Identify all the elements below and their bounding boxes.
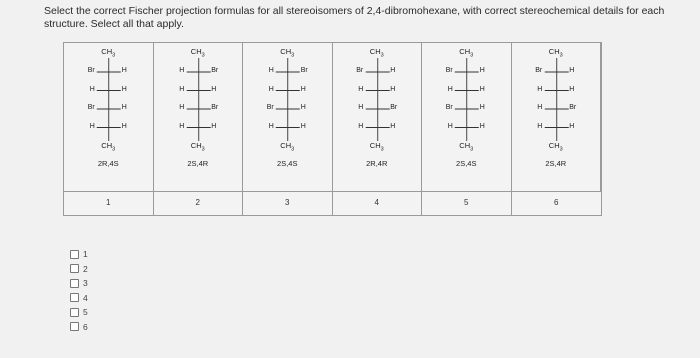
structure-cell-6	[512, 43, 602, 191]
question-text: Select the correct Fischer projection formulas for all stereoisomers of 2,4-dibromohexane, with correct stereochemical details for each structure. Select all that apply.	[44, 5, 665, 30]
substituent-right: H	[121, 122, 127, 130]
checkbox[interactable]	[70, 293, 79, 302]
substituent-left: H	[179, 85, 185, 93]
checkbox[interactable]	[70, 279, 79, 288]
fischer-bottom-group: $CH_3$	[190, 141, 205, 153]
structure-number-2: 2	[154, 191, 244, 215]
structure-number-1: 1	[64, 191, 154, 215]
structure-number-4: 4	[333, 191, 423, 215]
substituent-left: H	[268, 67, 274, 74]
configuration-label: 2S,4R	[187, 159, 209, 168]
substituent-right: H	[300, 122, 306, 130]
option-4[interactable]	[70, 291, 88, 306]
substituent-left: Br	[445, 67, 453, 74]
option-6[interactable]	[70, 320, 88, 335]
checkbox[interactable]	[70, 264, 79, 273]
substituent-left: Br	[87, 104, 95, 111]
substituent-right: H	[569, 85, 575, 93]
structure-number-5: 5	[422, 191, 512, 215]
structure-cell-4	[333, 43, 423, 191]
substituent-left: H	[537, 122, 543, 130]
fischer-lines	[512, 43, 602, 191]
substituent-left: H	[89, 85, 95, 93]
substituent-right: Br	[390, 104, 398, 111]
substituent-right: H	[479, 104, 485, 111]
substituent-left: Br	[87, 67, 95, 74]
substituent-left: H	[447, 85, 453, 93]
substituent-right: Br	[211, 104, 219, 111]
structure-cell-2	[154, 43, 244, 191]
substituent-right: H	[569, 122, 575, 130]
option-label: 4	[83, 292, 88, 303]
substituent-right: H	[121, 67, 127, 74]
substituent-left: H	[447, 122, 453, 130]
structure-cell-5	[422, 43, 512, 191]
substituent-right: H	[211, 122, 217, 130]
substituent-left: Br	[535, 67, 543, 74]
option-label: 6	[83, 321, 88, 332]
substituent-right: H	[390, 67, 396, 74]
checkbox[interactable]	[70, 322, 79, 331]
substituent-right: H	[300, 85, 306, 93]
substituent-left: H	[179, 67, 185, 74]
substituent-right: H	[121, 104, 127, 111]
structures-table	[63, 42, 602, 216]
fischer-bottom-group: $CH_3$	[548, 141, 563, 153]
substituent-left: H	[89, 122, 95, 130]
option-label: 1	[83, 249, 88, 260]
fischer-bottom-group: $CH_3$	[459, 141, 474, 153]
fischer-top-group: $CH_3$	[190, 47, 205, 59]
substituent-left: Br	[266, 104, 274, 111]
option-3[interactable]	[70, 276, 88, 291]
checkbox[interactable]	[70, 250, 79, 259]
fischer-bottom-group: $CH_3$	[101, 141, 116, 153]
substituent-right: H	[479, 85, 485, 93]
fischer-projection	[154, 43, 243, 191]
fischer-lines	[333, 43, 423, 191]
fischer-lines	[422, 43, 512, 191]
substituent-left: Br	[445, 104, 453, 111]
fischer-projection	[64, 43, 153, 191]
substituent-right: Br	[300, 67, 308, 74]
option-5[interactable]	[70, 305, 88, 320]
substituent-left: H	[358, 122, 364, 130]
structure-cell-3	[243, 43, 333, 191]
substituent-right: Br	[569, 104, 577, 111]
checkbox[interactable]	[70, 308, 79, 317]
fischer-top-group: $CH_3$	[548, 47, 563, 59]
substituent-right: Br	[211, 67, 219, 74]
structure-cell-1	[64, 43, 154, 191]
substituent-left: H	[268, 122, 274, 130]
fischer-lines	[154, 43, 244, 191]
fischer-top-group: $CH_3$	[101, 47, 116, 59]
fischer-bottom-group: $CH_3$	[280, 141, 295, 153]
substituent-right: H	[121, 85, 127, 93]
substituent-left: Br	[356, 67, 364, 74]
option-label: 3	[83, 278, 88, 289]
substituent-right: H	[479, 122, 485, 130]
fischer-projection	[512, 43, 601, 191]
option-label: 5	[83, 307, 88, 318]
configuration-label: 2R,4R	[366, 159, 388, 168]
fischer-bottom-group: $CH_3$	[369, 141, 384, 153]
substituent-right: H	[300, 104, 306, 111]
option-1[interactable]	[70, 247, 88, 262]
substituent-right: H	[211, 85, 217, 93]
structure-number-3: 3	[243, 191, 333, 215]
fischer-projection	[243, 43, 332, 191]
substituent-right: H	[390, 85, 396, 93]
fischer-projection	[422, 43, 511, 191]
fischer-lines	[64, 43, 154, 191]
substituent-right: H	[479, 67, 485, 74]
fischer-top-group: $CH_3$	[280, 47, 295, 59]
structure-number-6: 6	[512, 191, 602, 215]
configuration-label: 2R,4S	[97, 159, 119, 168]
option-label: 2	[83, 263, 88, 274]
configuration-label: 2S,4S	[456, 159, 477, 168]
fischer-top-group: $CH_3$	[369, 47, 384, 59]
substituent-right: H	[569, 67, 575, 74]
option-2[interactable]	[70, 262, 88, 277]
substituent-right: H	[390, 122, 396, 130]
fischer-lines	[243, 43, 333, 191]
substituent-left: H	[268, 85, 274, 93]
fischer-projection	[333, 43, 422, 191]
substituent-left: H	[358, 104, 364, 111]
answer-options	[70, 247, 88, 334]
fischer-top-group: $CH_3$	[459, 47, 474, 59]
substituent-left: H	[537, 104, 543, 111]
configuration-label: 2S,4S	[277, 159, 298, 168]
substituent-left: H	[179, 104, 185, 111]
configuration-label: 2S,4R	[545, 159, 567, 168]
substituent-left: H	[358, 85, 364, 93]
substituent-left: H	[537, 85, 543, 93]
substituent-left: H	[179, 122, 185, 130]
